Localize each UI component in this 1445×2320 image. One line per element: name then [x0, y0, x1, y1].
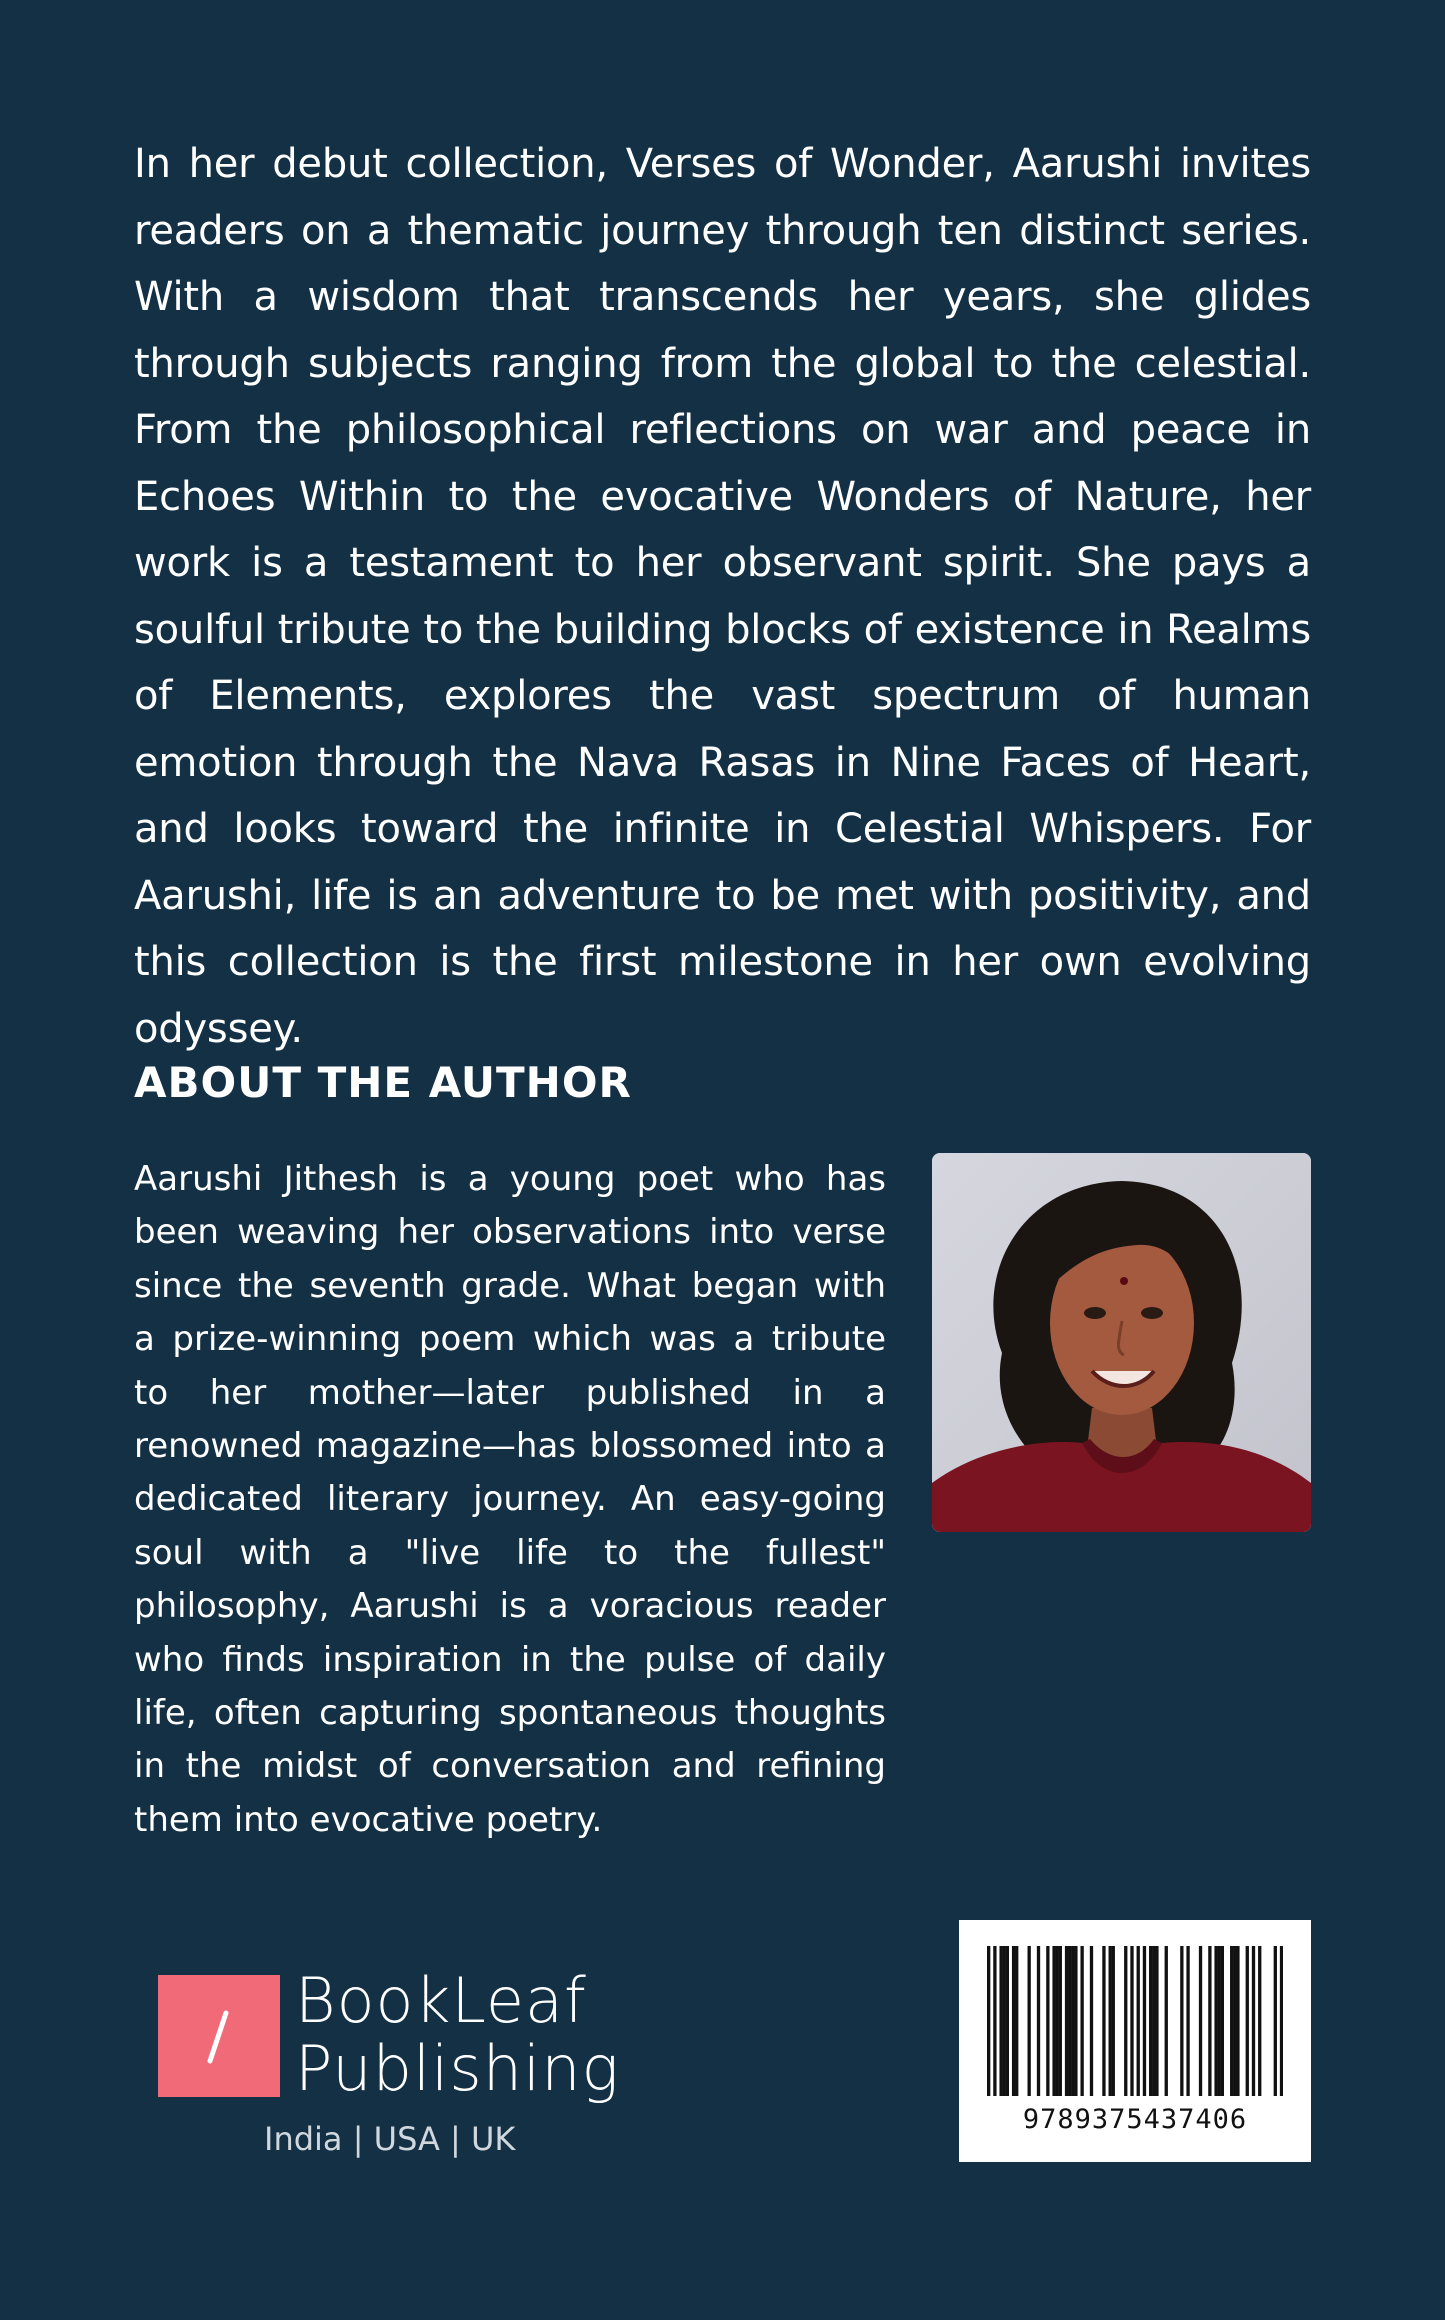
barcode-bar [1012, 1946, 1015, 2096]
author-photo [932, 1153, 1311, 1532]
barcode-bar [1214, 1946, 1217, 2096]
barcode-bar [1015, 1946, 1018, 2096]
barcode-bar [1068, 1946, 1071, 2096]
barcode-bar [1112, 1946, 1115, 2096]
barcode-bars [987, 1946, 1283, 2096]
barcode-bar [1109, 1946, 1112, 2096]
barcode-bar [1199, 1946, 1202, 2096]
barcode-bar [1165, 1946, 1168, 2096]
isbn-number: 9789375437406 [1022, 2104, 1248, 2135]
barcode-bar [1124, 1946, 1127, 2096]
barcode-bar [1208, 1946, 1211, 2096]
barcode-bar [999, 1946, 1002, 2096]
barcode-bar [1137, 1946, 1140, 2096]
barcode-bar [1065, 1946, 1068, 2096]
barcode-bar [1046, 1946, 1049, 2096]
barcode-bar [1274, 1946, 1277, 2096]
barcode-bar [1071, 1946, 1074, 2096]
publisher-name-line1: BookLeaf [295, 1964, 587, 2037]
barcode-bar [1152, 1946, 1155, 2096]
author-bio: Aarushi Jithesh is a young poet who has been weaving her observations into verse since the seventh grade. What began with a prize-winning poem which was a tribute to her mother—later published in a renowned magazine—has blossomed into a dedicated literary journey. An easy-going soul with a "live life to the fullest" philosophy, Aarushi is a voracious reader who finds inspiration in the pulse of daily life, often capturing spontaneous thoughts in the midst of conversation and refining them into evocative poetry. [134, 1159, 886, 1840]
barcode-bar [1233, 1946, 1236, 2096]
back-cover-blurb: In her debut collection, Verses of Wonder, Aarushi invites readers on a thematic journey through ten distinct series. With a wisdom that transcends her years, she glides through subjects ranging from the global to the celestial. From the philosophical reflections on war and peace in Echoes Within to the evocative Wonders of Nature, her work is a testament to her observant spirit. She pays a soulful tribute to the building blocks of existence in Realms of Elements, explores the vast spectrum of human emotion through the Nava Rasas in Nine Faces of Heart, and looks toward the infinite in Celestial Whispers. For Aarushi, life is an adventure to be met with positivity, and this collection is the first milestone in her own evolving odyssey. [134, 141, 1311, 1052]
about-author-heading: ABOUT THE AUTHOR [134, 1058, 632, 1107]
barcode-bar [1143, 1946, 1146, 2096]
publisher-name-line2: Publishing [295, 2032, 620, 2105]
barcode-bar [1056, 1946, 1059, 2096]
barcode-bar [1080, 1946, 1083, 2096]
barcode-bar [1186, 1946, 1189, 2096]
barcode-bar [1258, 1946, 1261, 2096]
isbn-barcode [959, 1920, 1311, 2162]
barcode-bar [1236, 1946, 1239, 2096]
barcode-bar [1028, 1946, 1031, 2096]
barcode-bar [1246, 1946, 1249, 2096]
barcode-bar [1037, 1946, 1040, 2096]
barcode-bar [993, 1946, 996, 2096]
barcode-bar [1003, 1946, 1006, 2096]
barcode-bar [1180, 1946, 1183, 2096]
barcode-bar [1090, 1946, 1093, 2096]
barcode-bar [987, 1946, 990, 2096]
barcode-bar [1155, 1946, 1158, 2096]
barcode-bar [1230, 1946, 1233, 2096]
barcode-bar [1280, 1946, 1283, 2096]
publisher-regions: India | USA | UK [264, 2120, 516, 2158]
barcode-bar [1149, 1946, 1152, 2096]
barcode-bar [1074, 1946, 1077, 2096]
barcode-bar [1052, 1946, 1055, 2096]
barcode-bar [1006, 1946, 1009, 2096]
barcode-bar [1218, 1946, 1221, 2096]
barcode-bar [1102, 1946, 1105, 2096]
publisher-logo [158, 1964, 620, 2170]
barcode-bar [1059, 1946, 1062, 2096]
barcode-bar [1221, 1946, 1224, 2096]
barcode-bar [1130, 1946, 1133, 2096]
publisher-logo-mark [158, 1975, 280, 2097]
barcode-bar [1252, 1946, 1255, 2096]
